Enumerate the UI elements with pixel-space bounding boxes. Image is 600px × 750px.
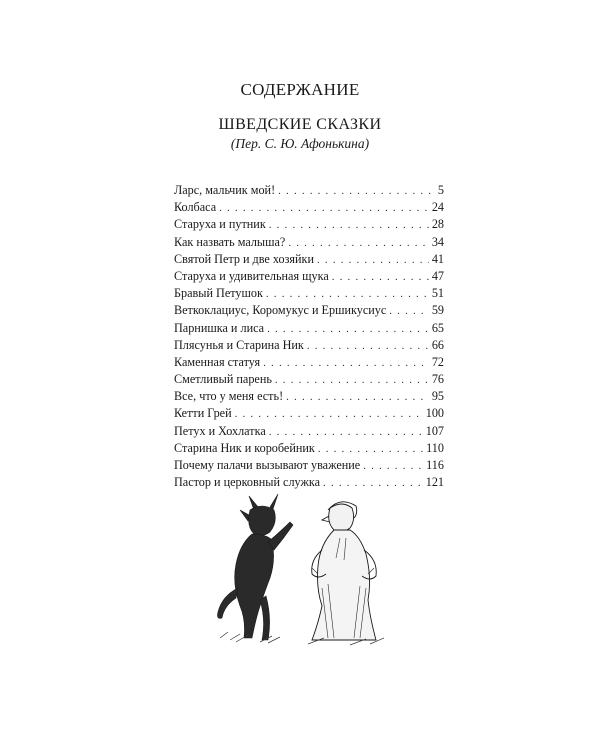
- toc-entry-title: Как назвать малыша?: [174, 234, 286, 249]
- toc-entry-title: Старина Ник и коробейник: [174, 440, 315, 455]
- toc-entry-page: 116: [426, 458, 444, 472]
- toc-entry-page: 76: [431, 372, 444, 387]
- toc-leader-dots: [269, 424, 423, 441]
- toc-entry: [174, 320, 444, 337]
- toc-entry-title: Почему палачи вызывают уважение: [174, 458, 361, 472]
- toc-entry-page: 24: [431, 200, 444, 215]
- toc-leader-dots: [288, 235, 428, 252]
- toc-leader-dots: [267, 321, 429, 338]
- section-title: ШВЕДСКИЕ СКАЗКИ: [218, 116, 382, 133]
- toc-entry-page: 5: [437, 183, 444, 197]
- toc-entry-page: 41: [431, 251, 444, 266]
- toc-entry-page: 107: [425, 423, 444, 438]
- toc-entry: [174, 354, 444, 371]
- toc-entry: [174, 337, 444, 354]
- toc-entry-title: Все, что у меня есть!: [174, 389, 284, 404]
- toc-entry-title: Колбаса: [174, 200, 217, 215]
- toc-leader-dots: [286, 389, 429, 406]
- toc-entry: [174, 285, 444, 302]
- toc-leader-dots: [275, 372, 429, 389]
- toc-entry: [174, 423, 444, 440]
- toc-leader-dots: [263, 355, 429, 372]
- toc-leader-dots: [266, 286, 429, 303]
- toc-entry-title: Кетти Грей: [174, 406, 232, 421]
- toc-entry-title: Бравый Петушок: [174, 286, 263, 301]
- toc-entry: [174, 457, 444, 474]
- toc-leader-dots: [332, 269, 429, 286]
- toc-entry-page: 110: [426, 440, 444, 455]
- toc-entry: [174, 199, 444, 216]
- toc-entry-page: 121: [425, 475, 444, 490]
- toc-entry-page: 72: [431, 354, 444, 369]
- toc-leader-dots: [235, 406, 423, 423]
- toc-entry: [174, 371, 444, 388]
- toc-entry-title: Пастор и церковный служка: [174, 475, 321, 490]
- toc-entry-page: 59: [431, 303, 444, 318]
- toc-entry-title: Ларс, мальчик мой!: [174, 183, 276, 197]
- toc-entry: [174, 268, 444, 285]
- toc-entry-title: Старуха и удивительная щука: [174, 268, 329, 283]
- toc-list: [174, 182, 444, 491]
- toc-entry-title: Святой Петр и две хозяйки: [174, 251, 315, 266]
- toc-leader-dots: [269, 217, 429, 234]
- toc-heading: СОДЕРЖАНИЕ: [240, 80, 360, 99]
- toc-entry-page: 47: [431, 268, 444, 283]
- toc-leader-dots: [219, 200, 429, 217]
- toc-entry: [174, 388, 444, 405]
- toc-entry-title: Петух и Хохлатка: [174, 423, 266, 438]
- toc-entry-title: Парнишка и лиса: [174, 320, 265, 335]
- toc-entry: [174, 405, 444, 422]
- toc-entry: [174, 440, 444, 457]
- toc-leader-dots: [317, 252, 429, 269]
- toc-entry-page: 66: [431, 337, 444, 352]
- toc-leader-dots: [363, 458, 423, 475]
- toc-entry-page: 95: [431, 389, 444, 404]
- toc-entry-page: 28: [431, 217, 444, 232]
- toc-entry: [174, 216, 444, 233]
- toc-entry-page: 34: [431, 234, 444, 249]
- toc-entry-page: 51: [431, 286, 444, 301]
- toc-entry-title: Каменная статуя: [174, 354, 261, 369]
- toc-leader-dots: [307, 338, 429, 355]
- toc-entry: [174, 251, 444, 268]
- toc-leader-dots: [318, 441, 423, 458]
- toc-entry-page: 100: [425, 406, 444, 421]
- devil-and-old-woman-engraving-icon: [200, 488, 400, 648]
- toc-entry-title: Плясунья и Старина Ник: [174, 337, 304, 352]
- toc-entry-title: Веткоклациус, Коромукус и Ершикусиус: [174, 303, 387, 318]
- toc-entry: [174, 302, 444, 319]
- toc-leader-dots: [278, 183, 435, 200]
- translator-credit: (Пер. С. Ю. Афонькина): [230, 136, 370, 151]
- toc-entry: [174, 234, 444, 251]
- toc-entry-page: 65: [431, 320, 444, 335]
- toc-leader-dots: [389, 303, 429, 320]
- toc-entry-title: Старуха и путник: [174, 217, 266, 232]
- toc-entry-title: Сметливый парень: [174, 372, 272, 387]
- toc-entry: [174, 182, 444, 199]
